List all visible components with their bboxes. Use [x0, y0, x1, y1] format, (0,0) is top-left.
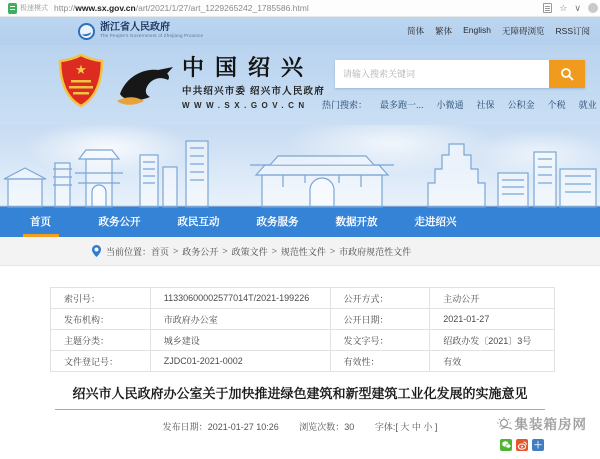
chevron-down-icon[interactable]: ∨	[574, 2, 581, 13]
zhejiang-gov-logo-icon	[78, 23, 95, 40]
link-simplified[interactable]: 简体	[407, 26, 425, 36]
watermark-text: 集装箱房网	[514, 417, 587, 432]
reader-mode-icon[interactable]	[543, 3, 552, 13]
nav-item-interaction[interactable]: 政民互动	[177, 216, 220, 228]
nav-item-about-shaoxing[interactable]: 走进绍兴	[414, 216, 457, 228]
publish-date-value: 2021-01-27 10:26	[207, 422, 279, 432]
watermark-sun-icon	[496, 416, 513, 431]
publish-date-label: 发布日期：	[162, 422, 208, 432]
article-content	[0, 287, 600, 459]
national-emblem-icon	[58, 53, 104, 109]
link-rss[interactable]: RSS订阅	[555, 26, 590, 36]
bookmark-star-icon[interactable]: ☆	[559, 2, 568, 13]
nav-item-services[interactable]: 政务服务	[256, 216, 299, 228]
crumb-gov-info[interactable]: 政务公开	[182, 246, 219, 257]
browser-mode-label: 极速模式	[20, 5, 48, 12]
hot-search-label: 热门搜索：	[322, 100, 368, 110]
breadcrumb-label: 当前位置：	[106, 246, 152, 257]
share-buttons	[500, 439, 544, 451]
hot-search-row	[322, 98, 597, 111]
document-info-table	[50, 287, 555, 372]
city-skyline-illustration	[0, 125, 600, 207]
crumb-city-gov-normative-docs[interactable]: 市政府规范性文件	[339, 246, 412, 257]
hot-word[interactable]: 最多跑一...	[380, 100, 424, 110]
field-label: 公开方式：	[330, 288, 430, 309]
url-host: www.sx.gov.cn	[75, 3, 136, 13]
share-weibo-icon[interactable]	[516, 439, 528, 451]
search-button[interactable]	[549, 60, 585, 88]
article-title: 绍兴市人民政府办公室关于加快推进绿色建筑和新型建筑工业化发展的实施意见	[72, 386, 528, 401]
share-wechat-icon[interactable]	[500, 439, 512, 451]
field-label: 有效性：	[330, 351, 430, 372]
search-input[interactable]	[335, 60, 549, 88]
field-value: 11330600002577014T/2021-199226	[150, 288, 330, 309]
field-value: 有效	[430, 351, 555, 372]
link-english[interactable]: English	[463, 25, 491, 35]
browser-profile-icon[interactable]	[588, 3, 598, 13]
province-topbar	[0, 17, 600, 45]
share-more-icon[interactable]: ＋	[533, 440, 543, 450]
field-label: 主题分类：	[51, 330, 151, 351]
field-value: 主动公开	[430, 288, 555, 309]
title-divider	[55, 409, 545, 410]
location-pin-icon	[92, 245, 101, 257]
crumb-normative-docs[interactable]: 规范性文件	[280, 246, 326, 257]
table-row	[51, 351, 555, 372]
browser-address-bar	[0, 0, 600, 17]
search-icon	[560, 67, 574, 81]
link-traditional[interactable]: 繁体	[435, 26, 453, 36]
field-value: ZJDC01-2021-0002	[150, 351, 330, 372]
field-value: 绍政办发〔2021〕3号	[430, 330, 555, 351]
url-protocol: http://	[54, 3, 76, 13]
site-header	[0, 45, 600, 125]
link-accessibility[interactable]: 无障碍浏览	[502, 26, 545, 36]
zhejiang-gov-name: 浙江省人民政府	[100, 22, 170, 33]
language-links	[407, 25, 590, 37]
nav-item-open-data[interactable]: 数据开放	[335, 216, 378, 228]
site-title[interactable]: 中国绍兴	[182, 55, 315, 80]
breadcrumb: 当前位置： 首页 > 政务公开 > 政策文件 > 规范性文件 > 市政府规范性文件	[0, 237, 600, 266]
zhejiang-gov-subtitle: The People's Government of Zhejiang Province	[100, 33, 204, 38]
crumb-policy-docs[interactable]: 政策文件	[231, 246, 268, 257]
watermark	[496, 413, 588, 433]
field-label: 发文字号：	[330, 330, 430, 351]
site-subtitle: 中共绍兴市委 绍兴市人民政府	[182, 86, 325, 97]
views-count: 30	[344, 422, 355, 432]
hot-word[interactable]: 个税	[547, 100, 566, 110]
table-row	[51, 288, 555, 309]
hot-word[interactable]: 就业	[578, 100, 597, 110]
zhejiang-gov-link[interactable]	[78, 23, 203, 40]
site-domain: WWW.SX.GOV.CN	[182, 101, 309, 110]
url-field[interactable]	[54, 3, 543, 13]
field-value: 市政府办公室	[150, 309, 330, 330]
url-path: /art/2021/1/27/art_1229265242_1785586.html	[135, 3, 309, 13]
nav-item-gov-info[interactable]: 政务公开	[98, 216, 141, 228]
field-label: 文件登记号：	[51, 351, 151, 372]
svg-text:★: ★	[75, 62, 87, 77]
nav-item-home[interactable]: 首页	[1, 207, 80, 237]
font-size-switcher[interactable]: 字体:[ 大 中 小 ]	[374, 422, 438, 432]
crumb-home[interactable]: 首页	[151, 246, 170, 257]
views-label: 浏览次数：	[299, 422, 345, 432]
site-search	[335, 60, 585, 88]
field-label: 公开日期：	[330, 309, 430, 330]
hot-word[interactable]: 社保	[476, 100, 495, 110]
hot-word[interactable]: 公积金	[507, 100, 535, 110]
shaoxing-boat-logo-icon	[113, 61, 175, 109]
city-skyline-banner	[0, 125, 600, 207]
field-value: 城乡建设	[150, 330, 330, 351]
field-value: 2021-01-27	[430, 309, 555, 330]
browser-mode-icon	[8, 3, 17, 14]
browser-mode-chip[interactable]	[8, 3, 48, 14]
table-row	[51, 330, 555, 351]
main-nav	[0, 207, 600, 237]
hot-word[interactable]: 小微通	[436, 100, 464, 110]
table-row	[51, 309, 555, 330]
field-label: 索引号：	[51, 288, 151, 309]
field-label: 发布机构：	[51, 309, 151, 330]
